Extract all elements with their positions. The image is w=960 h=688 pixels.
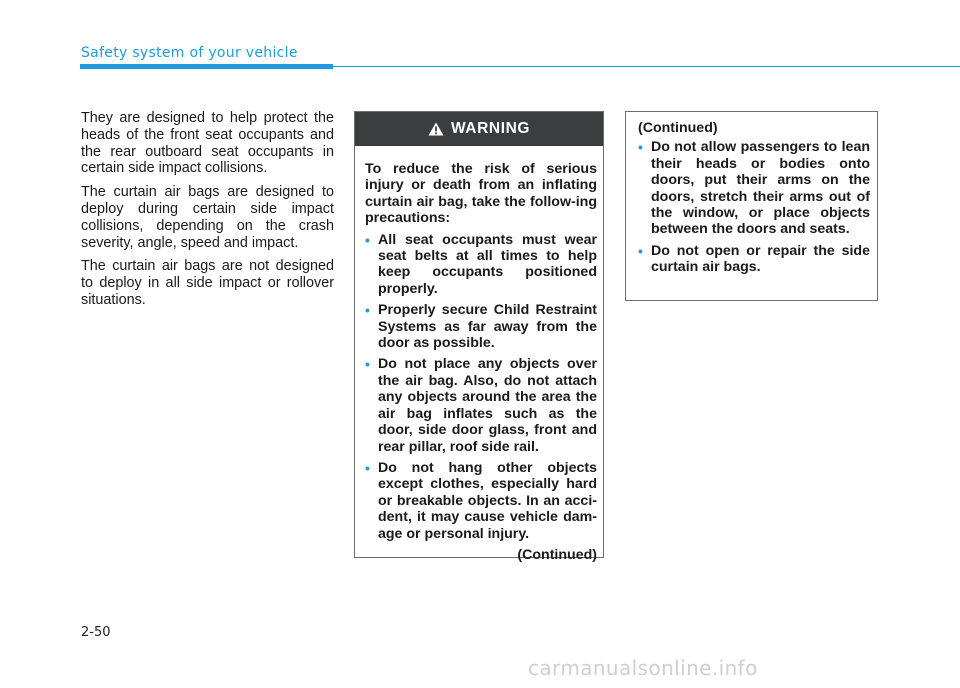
bullet-dot-icon: • [365,302,370,319]
warning-triangle-icon [428,122,444,136]
list-item: • Properly secure Child Restraint Systems as far away from the door as possible. [365,302,597,352]
continued-bullet-list [638,139,870,275]
continued-box [625,111,878,301]
section-title: Safety system of your vehicle [81,45,298,61]
list-item: • All seat occupants must wear seat belts at all times to help keep occupants positioned properly. [365,231,597,297]
body-paragraph: The curtain air bags are not designed to deploy in all side impact or rollover situations. [81,258,334,308]
warning-header [355,112,603,146]
bullet-dot-icon: • [638,139,643,156]
header-rule-thick [80,64,333,69]
body-paragraph: The curtain air bags are designed to deploy during certain side impact collisions, depending on the crash severity, angle, speed and impact. [81,184,334,251]
warning-content [355,146,603,563]
list-item: • Do not open or repair the side curtain air bags. [638,242,870,276]
watermark: carmanualsonline.info [528,656,758,680]
list-item: • Do not allow passengers to lean their heads or bodies onto doors, put their arms on the doors, stretch their arms out of the window, or place objects between the doors and seats. [638,139,870,238]
bullet-dot-icon: • [365,459,370,476]
continued-label: (Continued) [517,546,597,563]
warning-intro: To reduce the risk of serious injury or death from an inflating curtain air bag, take the follow-ing precautions: [365,161,597,227]
bullet-dot-icon: • [365,231,370,248]
list-item: • Do not place any objects over the air bag. Also, do not attach any objects around the area the air bag inflates such as the door, side door glass, front and rear pillar, roof side rail. [365,356,597,455]
header-rule-thin [333,66,960,67]
page-number: 2-50 [81,625,111,640]
warning-bullet-list [365,232,597,542]
bullet-dot-icon: • [365,356,370,373]
list-item: • Do not hang other objects except clothes, especially hard or breakable objects. In an acci-dent, it may cause vehicle dam-age or personal injury. [365,459,597,542]
bullet-dot-icon: • [638,242,643,259]
warning-label: WARNING [450,120,531,137]
warning-box [354,111,604,563]
body-text-column [81,110,334,316]
body-paragraph: They are designed to help protect the heads of the front seat occupants and the rear outboard seat occupants in certain side impact collisions. [81,110,334,177]
continued-heading: (Continued) [638,120,718,136]
